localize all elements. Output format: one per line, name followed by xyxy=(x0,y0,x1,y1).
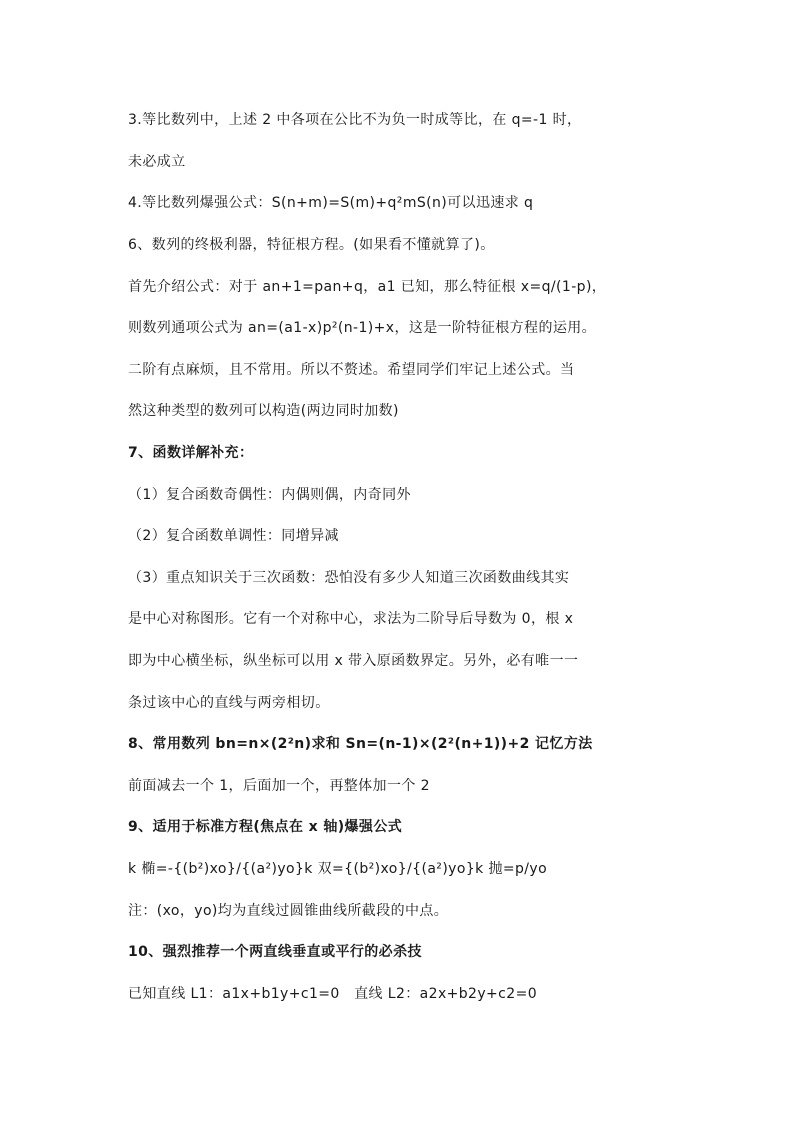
text-line: （2）复合函数单调性：同增异减 xyxy=(128,528,339,544)
text-line: k 椭=-{(b²)xo}/{(a²)yo}k 双={(b²)xo}/{(a²)yo}k 抛=p/yo xyxy=(128,861,548,877)
text-line: （1）复合函数奇偶性：内偶则偶，内奇同外 xyxy=(128,487,411,503)
text-line: 4.等比数列爆强公式：S(n+m)=S(m)+q²mS(n)可以迅速求 q xyxy=(128,195,534,211)
section-heading: 10、强烈推荐一个两直线垂直或平行的必杀技 xyxy=(128,944,422,960)
text-line: 二阶有点麻烦，且不常用。所以不赘述。希望同学们牢记上述公式。当 xyxy=(128,362,575,378)
text-line: 首先介绍公式：对于 an+1=pan+q，a1 已知，那么特征根 x=q/(1-p)， xyxy=(128,279,607,295)
text-line: 然这种类型的数列可以构造(两边同时加数) xyxy=(128,403,399,419)
text-line: 已知直线 L1：a1x+b1y+c1=0 直线 L2：a2x+b2y+c2=0 xyxy=(128,986,538,1002)
text-line: 条过该中心的直线与两旁相切。 xyxy=(128,695,330,711)
text-line: 则数列通项公式为 an=(a1-x)p²(n-1)+x，这是一阶特征根方程的运用。 xyxy=(128,320,597,336)
text-line: 注：(xo，yo)均为直线过圆锥曲线所截段的中点。 xyxy=(128,903,449,919)
section-heading: 8、常用数列 bn=n×(2²n)求和 Sn=(n-1)×(2²(n+1))+2 记忆方法 xyxy=(128,736,593,752)
text-line: 6、数列的终极利器，特征根方程。(如果看不懂就算了)。 xyxy=(128,237,495,253)
section-heading: 9、适用于标准方程(焦点在 x 轴)爆强公式 xyxy=(128,819,403,835)
text-line: 即为中心横坐标，纵坐标可以用 x 带入原函数界定。另外，必有唯一一 xyxy=(128,653,579,669)
text-line: 未必成立 xyxy=(128,154,186,170)
text-line: （3）重点知识关于三次函数：恐怕没有多少人知道三次函数曲线其实 xyxy=(128,570,570,586)
text-line: 前面减去一个 1，后面加一个，再整体加一个 2 xyxy=(128,778,430,794)
text-line: 3.等比数列中，上述 2 中各项在公比不为负一时成等比，在 q=-1 时， xyxy=(128,112,582,128)
text-line: 是中心对称图形。它有一个对称中心，求法为二阶导后导数为 0，根 x xyxy=(128,611,574,627)
section-heading: 7、函数详解补充： xyxy=(128,445,254,461)
